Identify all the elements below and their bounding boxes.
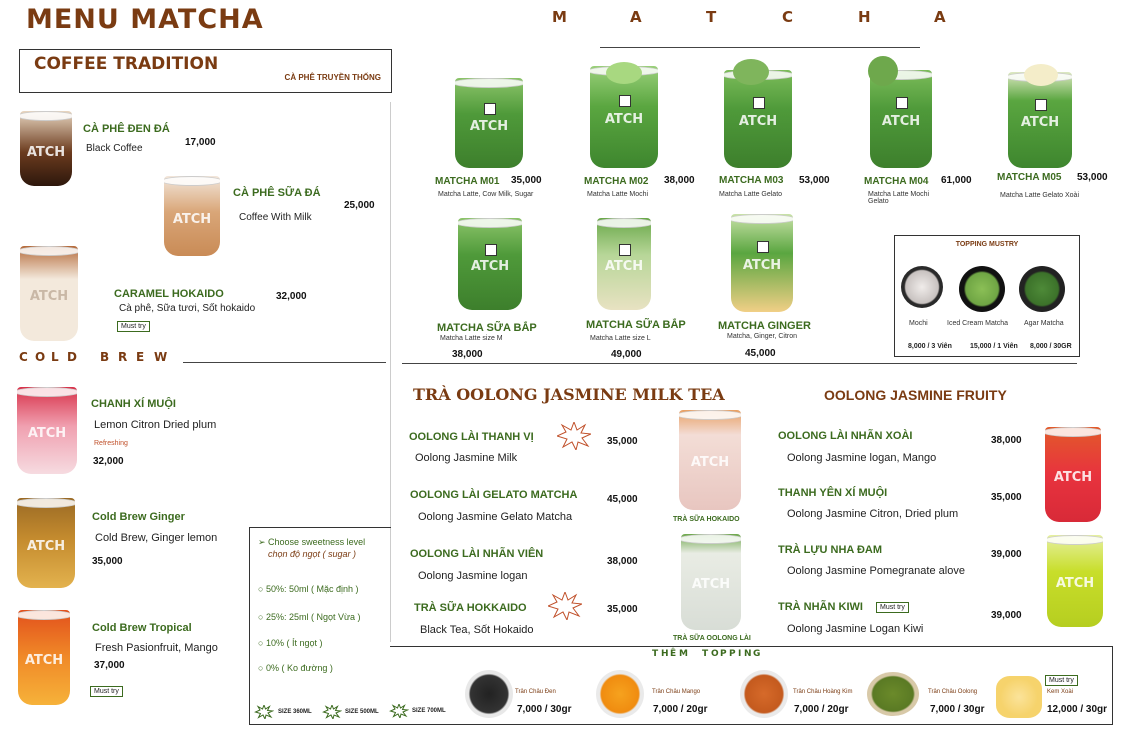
oolong-milk-item-price: 45,000 [607, 494, 638, 505]
matcha-item-desc: Matcha Latte size M [440, 335, 503, 342]
matcha-item-price: 49,000 [611, 349, 642, 360]
oolong-fruity-item-desc: Oolong Jasmine Citron, Dried plum [787, 508, 959, 520]
them-topping-price: 7,000 / 30gr [930, 704, 985, 715]
matcha-item-price: 38,000 [664, 175, 695, 186]
radio-icon: ○ [258, 584, 266, 594]
oolong-fruity-item-name: TRÀ LỰU NHA ĐAM [778, 544, 883, 556]
them-topping-letter: O [711, 649, 719, 659]
picture-caption: TRÀ SỮA HOKAIDO [673, 516, 740, 523]
matcha-item-desc: Matcha Latte, Cow Milk, Sugar [438, 191, 534, 198]
oolong-fruity-item-name: TRÀ NHÃN KIWI [778, 601, 863, 613]
ice-cream-matcha-image [959, 266, 1005, 312]
matcha-item-price: 53,000 [1077, 172, 1108, 183]
cold-brew-letter: D [67, 350, 77, 364]
them-topping-name: Kem Xoài [1047, 689, 1074, 695]
sweetness-title: ➢ Choose sweetness level [258, 537, 366, 547]
topping-mustry-name: Agar Matcha [1024, 320, 1064, 327]
oolong-fruity-item-price: 39,000 [991, 610, 1022, 621]
matcha-item-price: 45,000 [745, 348, 776, 359]
them-topping-price: 12,000 / 30gr [1047, 704, 1108, 715]
coffee-item-name: CÀ PHÊ ĐEN ĐÁ [83, 123, 170, 135]
topping-mustry-name: Mochi [909, 320, 928, 327]
them-topping-letter: P [729, 649, 736, 659]
matcha-item-name: MATCHA SỮA BẮP [586, 319, 686, 331]
matcha-item-desc: Matcha Latte Mochi Gelato [868, 191, 930, 205]
coffee-item-desc: Coffee With Milk [239, 212, 312, 223]
cold-brew-letter: O [35, 350, 46, 364]
cold-brew-letter: B [100, 350, 110, 364]
them-topping-price: 7,000 / 30gr [517, 704, 572, 715]
matcha-m02-cup: ATCH [590, 66, 658, 168]
oolong-fruity-item-desc: Oolong Jasmine Pomegranate alove [787, 565, 965, 577]
tra-sua-oolong-lai-cup: ATCH [681, 534, 741, 630]
matcha-divider [600, 47, 920, 48]
sweetness-subtitle: chọn độ ngọt ( sugar ) [268, 549, 357, 559]
matcha-item-desc: Matcha Latte Mochi [587, 191, 649, 198]
radio-icon: ○ [258, 612, 266, 622]
cold-brew-letter: W [154, 350, 168, 364]
sweetness-box [249, 527, 391, 725]
matcha-letter: C [782, 8, 794, 26]
radio-icon: ○ [258, 663, 266, 673]
them-topping-letter: N [744, 649, 752, 659]
cold-brew-item-desc: Fresh Pasionfruit, Mango [95, 642, 218, 654]
coffee-item-price: 32,000 [276, 291, 307, 302]
sweetness-option[interactable]: ○ 0% ( Ko đường ) [258, 663, 333, 673]
cold-brew-item-note: Refreshing [94, 440, 128, 447]
tran-chau-mango-image [596, 670, 644, 718]
oolong-fruity-item-name: THANH YÊN XÍ MUỘI [778, 487, 888, 499]
topping-mustry-price: 15,000 / 1 Viên [970, 343, 1018, 350]
matcha-sua-bap-m-cup: ATCH [458, 218, 522, 310]
radio-icon: ○ [258, 638, 266, 648]
oolong-milk-item-name: TRÀ SỮA HOKKAIDO [414, 602, 527, 614]
them-topping-name: Trân Châu Hoàng Kim [793, 689, 853, 695]
matcha-item-desc: Matcha Latte Gelato Xoài [1000, 192, 1079, 199]
oolong-nhan-kiwi-cup: ATCH [1047, 535, 1103, 627]
tran-chau-hoang-kim-image [740, 670, 788, 718]
matcha-sua-bap-l-cup: ATCH [597, 218, 651, 310]
must-try-badge: Must try [117, 321, 150, 332]
matcha-item-price: 53,000 [799, 175, 830, 186]
oolong-milk-item-price: 38,000 [607, 556, 638, 567]
matcha-letter: T [706, 8, 717, 26]
coffee-title: COFFEE TRADITION [34, 54, 219, 74]
caramel-cup: ATCH [20, 246, 78, 341]
them-topping-letter: Ê [670, 649, 677, 659]
matcha-letter: A [630, 8, 642, 26]
them-topping-letter: P [720, 649, 727, 659]
must-try-badge: Must try [90, 686, 123, 697]
matcha-item-name: MATCHA M02 [584, 176, 649, 187]
kem-xoai-image [996, 676, 1042, 718]
sweetness-option[interactable]: ○ 10% ( Ít ngọt ) [258, 638, 323, 648]
section-divider [402, 363, 1077, 364]
mochi-image [901, 266, 943, 308]
coffee-item-price: 17,000 [185, 137, 216, 148]
size-burst-icon [254, 705, 274, 719]
cold-brew-ginger-cup: ATCH [17, 498, 75, 588]
size-label: SIZE 500ML [345, 709, 379, 715]
oolong-milk-item-desc: Oolong Jasmine Milk [415, 452, 518, 464]
cold-brew-title [19, 350, 179, 366]
matcha-letter: H [858, 8, 871, 26]
oolong-milk-item-desc: Black Tea, Sốt Hokaido [420, 624, 534, 636]
cold-brew-divider [183, 362, 386, 363]
tra-sua-hokaido-cup: ATCH [679, 410, 741, 510]
matcha-item-name: MATCHA GINGER [718, 320, 811, 332]
oolong-milk-item-name: OOLONG LÀI GELATO MATCHA [410, 489, 578, 501]
matcha-m04-cup: ATCH [870, 70, 932, 168]
them-topping-name: Trân Châu Đen [515, 689, 556, 695]
matcha-m01-cup: ATCH [455, 78, 523, 168]
cold-brew-item-name: Cold Brew Ginger [92, 511, 185, 523]
them-topping-letter: G [753, 649, 761, 659]
size-label: SIZE 360ML [278, 709, 312, 715]
oolong-fruity-item-desc: Oolong Jasmine Logan Kiwi [787, 623, 924, 635]
topping-mustry-price: 8,000 / 3 Viên [908, 343, 952, 350]
matcha-item-price: 35,000 [511, 175, 542, 186]
matcha-item-desc: Matcha, Ginger, Citron [727, 333, 798, 340]
them-topping-letter: H [661, 649, 669, 659]
them-topping-letter: T [702, 649, 709, 659]
matcha-letter: A [934, 8, 946, 26]
topping-mustry-title: TOPPING MUSTRY [955, 241, 1019, 248]
matcha-heading [552, 8, 952, 28]
coffee-item-name: CARAMEL HOKAIDO [114, 288, 224, 300]
coffee-tradition-box [19, 49, 392, 93]
matcha-letter: M [552, 8, 567, 26]
oolong-milk-item-desc: Oolong Jasmine Gelato Matcha [418, 511, 573, 523]
milk-coffee-cup: ATCH [164, 176, 220, 256]
coffee-subtitle: CÀ PHÊ TRUYỀN THỐNG [284, 73, 381, 82]
mochi-topping [606, 62, 642, 84]
mango-gelato-topping [1024, 64, 1058, 86]
coffee-item-desc: Cà phê, Sữa tươi, Sốt hokaido [119, 303, 256, 314]
cold-brew-item-desc: Lemon Citron Dried plum [94, 419, 217, 431]
oolong-fruity-item-price: 39,000 [991, 549, 1022, 560]
oolong-fruity-title: OOLONG JASMINE FRUITY [824, 387, 1007, 403]
oolong-milk-item-name: OOLONG LÀI THANH VỊ [409, 431, 534, 443]
agar-matcha-image [1019, 266, 1065, 312]
menu-title: MENU MATCHA [26, 4, 264, 35]
oolong-fruity-item-price: 38,000 [991, 435, 1022, 446]
highlight-burst-icon [548, 592, 582, 620]
size-burst-icon [322, 705, 342, 719]
cold-brew-item-price: 35,000 [92, 556, 123, 567]
cold-brew-letter: C [19, 350, 28, 364]
them-topping-price: 7,000 / 20gr [653, 704, 708, 715]
cold-brew-letter: R [118, 350, 128, 364]
must-try-badge: Must try [876, 602, 909, 613]
coffee-item-desc: Black Coffee [86, 143, 143, 154]
cold-brew-letter: L [51, 350, 59, 364]
cold-brew-item-desc: Cold Brew, Ginger lemon [95, 532, 218, 544]
matcha-item-price: 38,000 [452, 349, 483, 360]
cold-brew-item-price: 37,000 [94, 660, 125, 671]
oolong-fruity-item-name: OOLONG LÀI NHÃN XOÀI [778, 430, 913, 442]
cold-brew-item-name: CHANH XÍ MUỘI [91, 398, 176, 410]
them-topping-letter: I [738, 649, 742, 659]
black-coffee-cup: ATCH [20, 111, 72, 186]
coffee-item-price: 25,000 [344, 200, 375, 211]
size-label: SIZE 700ML [412, 708, 446, 714]
tran-chau-oolong-image [867, 672, 919, 716]
cold-brew-item-price: 32,000 [93, 456, 124, 467]
cold-brew-tropical-cup: ATCH [18, 610, 70, 705]
coffee-item-name: CÀ PHÊ SỮA ĐÁ [233, 187, 321, 199]
them-topping-title [652, 649, 772, 663]
cold-brew-letter: E [136, 350, 145, 364]
tran-chau-den-image [465, 670, 513, 718]
oolong-nhan-xoai-cup: ATCH [1045, 427, 1101, 522]
oolong-milk-item-price: 35,000 [607, 436, 638, 447]
sweetness-option[interactable]: ○ 25%: 25ml ( Ngọt Vừa ) [258, 612, 361, 622]
matcha-item-name: MATCHA M01 [435, 176, 500, 187]
matcha-item-name: MATCHA SỮA BẮP [437, 322, 537, 334]
sweetness-option[interactable]: ○ 50%: 50ml ( Mặc định ) [258, 584, 359, 594]
matcha-item-name: MATCHA M03 [719, 175, 784, 186]
matcha-item-desc: Matcha Latte size L [590, 335, 651, 342]
matcha-m05-cup: ATCH [1008, 72, 1072, 168]
topping-mustry-box [894, 235, 1080, 357]
topping-mustry-name: Iced Cream Matcha [947, 320, 1009, 327]
them-topping-name: Trân Châu Mango [652, 689, 701, 695]
matcha-m03-cup: ATCH [724, 70, 792, 168]
highlight-burst-icon [557, 422, 591, 450]
oolong-fruity-item-price: 35,000 [991, 492, 1022, 503]
topping-mustry-price: 8,000 / 30GR [1030, 343, 1072, 350]
cold-brew-item-name: Cold Brew Tropical [92, 622, 192, 634]
oolong-fruity-item-desc: Oolong Jasmine logan, Mango [787, 452, 937, 464]
them-topping-price: 7,000 / 20gr [794, 704, 849, 715]
them-topping-letter: T [652, 649, 659, 659]
matcha-item-price: 61,000 [941, 175, 972, 186]
matcha-item-name: MATCHA M05 [997, 172, 1062, 183]
oolong-milk-item-name: OOLONG LÀI NHÃN VIÊN [410, 548, 544, 560]
must-try-badge: Must try [1045, 675, 1078, 686]
oolong-milk-item-price: 35,000 [607, 604, 638, 615]
oolong-milk-title: TRÀ OOLONG JASMINE MILK TEA [413, 385, 725, 404]
gelato-topping [868, 56, 898, 86]
picture-caption: TRÀ SỮA OOLONG LÀI [673, 635, 751, 642]
matcha-ginger-cup: ATCH [731, 214, 793, 312]
them-topping-name: Trân Châu Oolong [928, 689, 978, 695]
chanh-xi-muoi-cup: ATCH [17, 387, 77, 474]
gelato-topping [733, 59, 769, 85]
them-topping-letter: M [679, 649, 688, 659]
oolong-milk-item-desc: Oolong Jasmine logan [418, 570, 528, 582]
matcha-item-desc: Matcha Latte Gelato [719, 191, 783, 198]
matcha-item-name: MATCHA M04 [864, 176, 929, 187]
